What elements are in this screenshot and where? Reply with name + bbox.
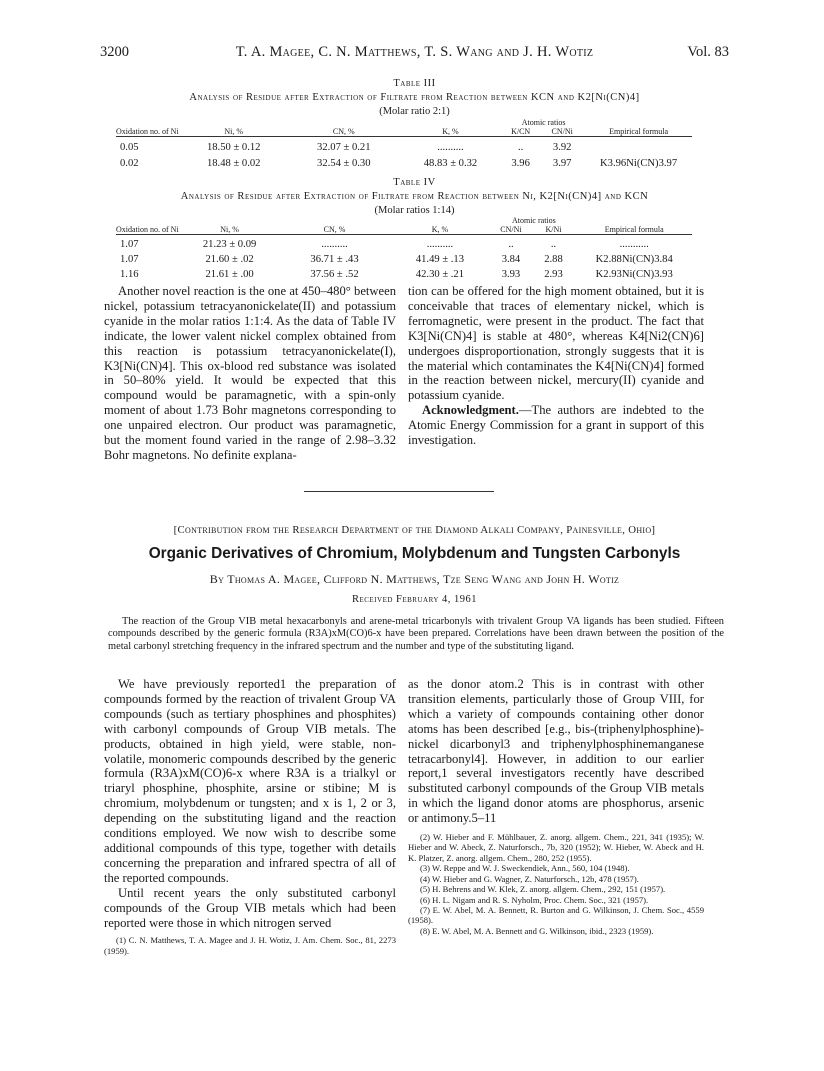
table-cell: 21.23 ± 0.09 bbox=[202, 238, 257, 250]
table-cell: 3.96 bbox=[511, 157, 530, 169]
table-cell: 21.60 ± .02 bbox=[205, 253, 254, 265]
table3-caption: Analysis of Residue after Extraction of Filtrate from Reaction between KCN and K2[Ni(CN)4] bbox=[189, 92, 640, 103]
body-paragraph: as the donor atom.2 This is in contrast with other transition elements, particularly those of Group VIII, for which a variety of compounds containing other donor atoms has been described [e.g., bis-(triphenylphosphine)-nickel dicarbonyl3 and triphenylphosphinemanganese tetracarbonyl4]. However, in addition to our earlier report,1 several investigators recently have described substituted carbonyl compounds of the Group VIB metals in which the ligand donor atoms are phosphorus, arsenic or antimony.5–11 bbox=[408, 677, 704, 826]
table-cell bbox=[585, 137, 692, 153]
article-byline: By Thomas A. Magee, Clifford N. Matthews, Tze Seng Wang and John H. Wotiz bbox=[209, 572, 620, 586]
table3-header: Oxidation no. of Ni bbox=[116, 127, 179, 136]
table4-caption-block bbox=[100, 176, 729, 218]
contribution-line: [Contribution from the Research Department of the Diamond Alkali Company, Painesville, Ohio] bbox=[173, 524, 656, 536]
footnote: (7) E. W. Abel, M. A. Bennett, R. Burton and G. Wilkinson, J. Chem. Soc., 4559 (1958). bbox=[408, 904, 704, 926]
table3 bbox=[116, 118, 692, 169]
table3-header: K/CN bbox=[511, 127, 531, 136]
table-cell: .. bbox=[550, 238, 557, 250]
table-cell: .......... bbox=[321, 238, 348, 250]
table4-header: Oxidation no. of Ni bbox=[116, 225, 179, 234]
table-cell: 41.49 ± .13 bbox=[415, 253, 465, 265]
table-cell: 0.05 bbox=[120, 141, 139, 153]
volume-label: Vol. 83 bbox=[687, 44, 729, 60]
table-cell: .. bbox=[508, 238, 514, 250]
table4-subcaption: (Molar ratios 1:14) bbox=[374, 205, 455, 216]
footnote: (6) H. L. Nigam and R. S. Nyholm, Proc. Chem. Soc., 321 (1957). bbox=[420, 894, 649, 905]
table-cell: 1.07 bbox=[120, 238, 139, 250]
footnotes-list bbox=[408, 832, 704, 936]
table-cell: 32.07 ± 0.21 bbox=[317, 141, 371, 153]
table-cell: 48.83 ± 0.32 bbox=[423, 157, 478, 169]
table3-header: Ni, % bbox=[224, 127, 244, 136]
abstract: The reaction of the Group VIB metal hexacarbonyls and arene-metal tricarbonyls with trivalent Group VA ligands has been studied. Fifteen compounds described by the generic formula (R3A)xM(CO)6-x have been prepared. Correlations have been drawn between the position of the metal carbonyl stretching frequency in the infrared spectrum and the number and type of the substituting ligand. bbox=[108, 616, 724, 652]
table3-header: K, % bbox=[442, 127, 459, 136]
body-paragraph: Until recent years the only substituted carbonyl compounds of the Group VIB metals which had been reported were those in which nitrogen served bbox=[104, 885, 396, 930]
table-cell: K2.88Ni(CN)3.84 bbox=[595, 253, 673, 265]
footnote: (2) W. Hieber and F. Mühlbauer, Z. anorg. allgem. Chem., 221, 341 (1935); W. Hieber and W. Abeck, Z. Naturforsch., 7b, 320 (1952); W. Hieber, W. Abeck and H. K. Platzer, Z. anorg. allgem. Chem., 280, 252 (1955). bbox=[408, 832, 704, 863]
table3-caption-block bbox=[100, 77, 729, 119]
received-date: Received February 4, 1961 bbox=[351, 594, 478, 605]
body-paragraph: We have previously reported1 the preparation of compounds formed by the reaction of trivalent Group VA compounds (such as tertiary phosphines and phosphites) with carbonyl compounds of Group VIB metals. The products, obtained in high yield, were stable, non-volatile, monomeric compounds described by the generic formula (R3A)xM(CO)6-x where R3A is a trialkyl or triaryl phosphine, phosphite, arsine or stibine; M is chromium, molybdenum or tungsten; and x is 1, 2 or 3, depending on the substituting ligand and the reaction conditions employed. We now wish to describe some additional compounds of this type, together with details concerning the preparation and infrared spectra of all of the reported compounds. bbox=[104, 677, 396, 885]
table3-subcaption: (Molar ratio 2:1) bbox=[379, 106, 450, 117]
table3-label: Table III bbox=[393, 78, 436, 89]
article-left-column bbox=[104, 677, 396, 956]
table3-header: CN, % bbox=[332, 127, 355, 136]
table-cell: 3.92 bbox=[552, 141, 572, 153]
table-cell: 1.07 bbox=[120, 253, 139, 265]
acknowledgment-text: —The authors are indebted to the Atomic Energy Commission for a grant in support of this investigation. bbox=[408, 403, 704, 448]
top-right-column bbox=[408, 284, 704, 448]
table-row bbox=[116, 250, 692, 265]
footnote: (1) C. N. Matthews, T. A. Magee and J. H. Wotiz, J. Am. Chem. Soc., 81, 2273 (1959). bbox=[104, 935, 396, 956]
table-cell: 0.02 bbox=[120, 157, 139, 169]
table-row bbox=[116, 265, 692, 280]
footnote: (8) E. W. Abel, M. A. Bennett and G. Wilkinson, ibid., 2323 (1959). bbox=[420, 925, 654, 936]
table-cell: K2.93Ni(CN)3.93 bbox=[595, 268, 673, 280]
table4 bbox=[116, 216, 692, 280]
footnote: (4) W. Hieber and G. Wagner, Z. Naturforsch., 12b, 478 (1957). bbox=[420, 873, 639, 884]
table3-header: CN/Ni bbox=[551, 127, 573, 136]
table-cell: 1.16 bbox=[120, 268, 139, 280]
running-header bbox=[100, 44, 729, 64]
table-cell: .......... bbox=[437, 141, 464, 153]
table-cell: 21.61 ± .00 bbox=[205, 268, 254, 280]
table4-header: K/Ni bbox=[545, 225, 562, 234]
table-cell: 3.97 bbox=[552, 157, 572, 169]
acknowledgment-label: Acknowledgment. bbox=[422, 403, 519, 418]
table4-header: Empirical formula bbox=[604, 225, 664, 234]
table-cell: 36.71 ± .43 bbox=[310, 253, 359, 265]
table4-header: Ni, % bbox=[220, 225, 239, 234]
table-cell: 2.88 bbox=[544, 253, 563, 265]
table-cell: 37.56 ± .52 bbox=[310, 268, 359, 280]
table-row bbox=[116, 137, 692, 153]
table3-header: Empirical formula bbox=[609, 127, 669, 136]
article-title: Organic Derivatives of Chromium, Molybdenum and Tungsten Carbonyls bbox=[148, 545, 681, 562]
table4-header: CN/Ni bbox=[500, 225, 522, 234]
table3-atomic-ratios: Atomic ratios bbox=[521, 118, 566, 127]
table4-label: Table IV bbox=[393, 177, 436, 188]
top-left-column bbox=[104, 284, 396, 463]
table-row bbox=[116, 153, 692, 169]
section-divider bbox=[304, 491, 494, 492]
table-cell: 3.93 bbox=[501, 268, 521, 280]
table-cell: .. bbox=[517, 141, 524, 153]
table-cell: .......... bbox=[426, 238, 454, 250]
header-authors: T. A. Magee, C. N. Matthews, T. S. Wang and J. H. Wotiz bbox=[235, 44, 594, 60]
page-number: 3200 bbox=[100, 44, 129, 60]
table-cell: 18.48 ± 0.02 bbox=[206, 157, 261, 169]
article-right-column bbox=[408, 677, 704, 936]
table-cell: 18.50 ± 0.12 bbox=[206, 141, 261, 153]
footnote: (5) H. Behrens and W. Klek, Z. anorg. allgem. Chem., 292, 151 (1957). bbox=[420, 884, 666, 895]
table4-atomic-ratios: Atomic ratios bbox=[511, 216, 556, 225]
table-cell: K3.96Ni(CN)3.97 bbox=[600, 157, 678, 169]
table-cell: ........... bbox=[619, 238, 649, 250]
table-cell: 32.54 ± 0.30 bbox=[317, 157, 371, 169]
body-paragraph: tion can be offered for the high moment obtained, but it is conceivable that traces of elementary nickel, which is ferromagnetic, were present in the product. The fact that K3[Ni(CN)4] is stable at 480°, whereas K4[Ni2(CN)6] undergoes disproportionation, strongly suggests that it is the material which contaminates the K4[Ni(CN)4] formed in the reaction between nickel, mercury(II) cyanide and potassium cyanide. bbox=[408, 284, 704, 403]
footnote: (3) W. Reppe and W. J. Sweckendiek, Ann., 560, 104 (1948). bbox=[420, 863, 630, 874]
table4-header: K, % bbox=[431, 225, 449, 234]
table-cell: 3.84 bbox=[501, 253, 521, 265]
table-row bbox=[116, 235, 692, 250]
body-paragraph: Another novel reaction is the one at 450–480° between nickel, potassium tetracyanonickelate(II) and potassium cyanide in the molar ratios 1:1:4. As the data of Table IV indicate, the lower valent nickel complex obtained from this reaction is potassium tetracyanonickelate(I), K3[Ni(CN)4]. This ox-blood red substance was isolated in 50–80% yield. It would be expected that this compound would be paramagnetic, with a spin-only moment of about 1.73 Bohr magnetons corresponding to one unpaired electron. Our product was paramagnetic, but the moment found varied in the range of 2.98–3.32 Bohr magnetons. No definite explana- bbox=[104, 284, 396, 462]
table-cell: 42.30 ± .21 bbox=[415, 268, 465, 280]
table4-caption: Analysis of Residue after Extraction of Filtrate from Reaction between Ni, K2[Ni(CN)4] and KCN bbox=[180, 191, 649, 202]
table4-header: CN, % bbox=[323, 225, 346, 234]
table-cell: 2.93 bbox=[544, 268, 563, 280]
